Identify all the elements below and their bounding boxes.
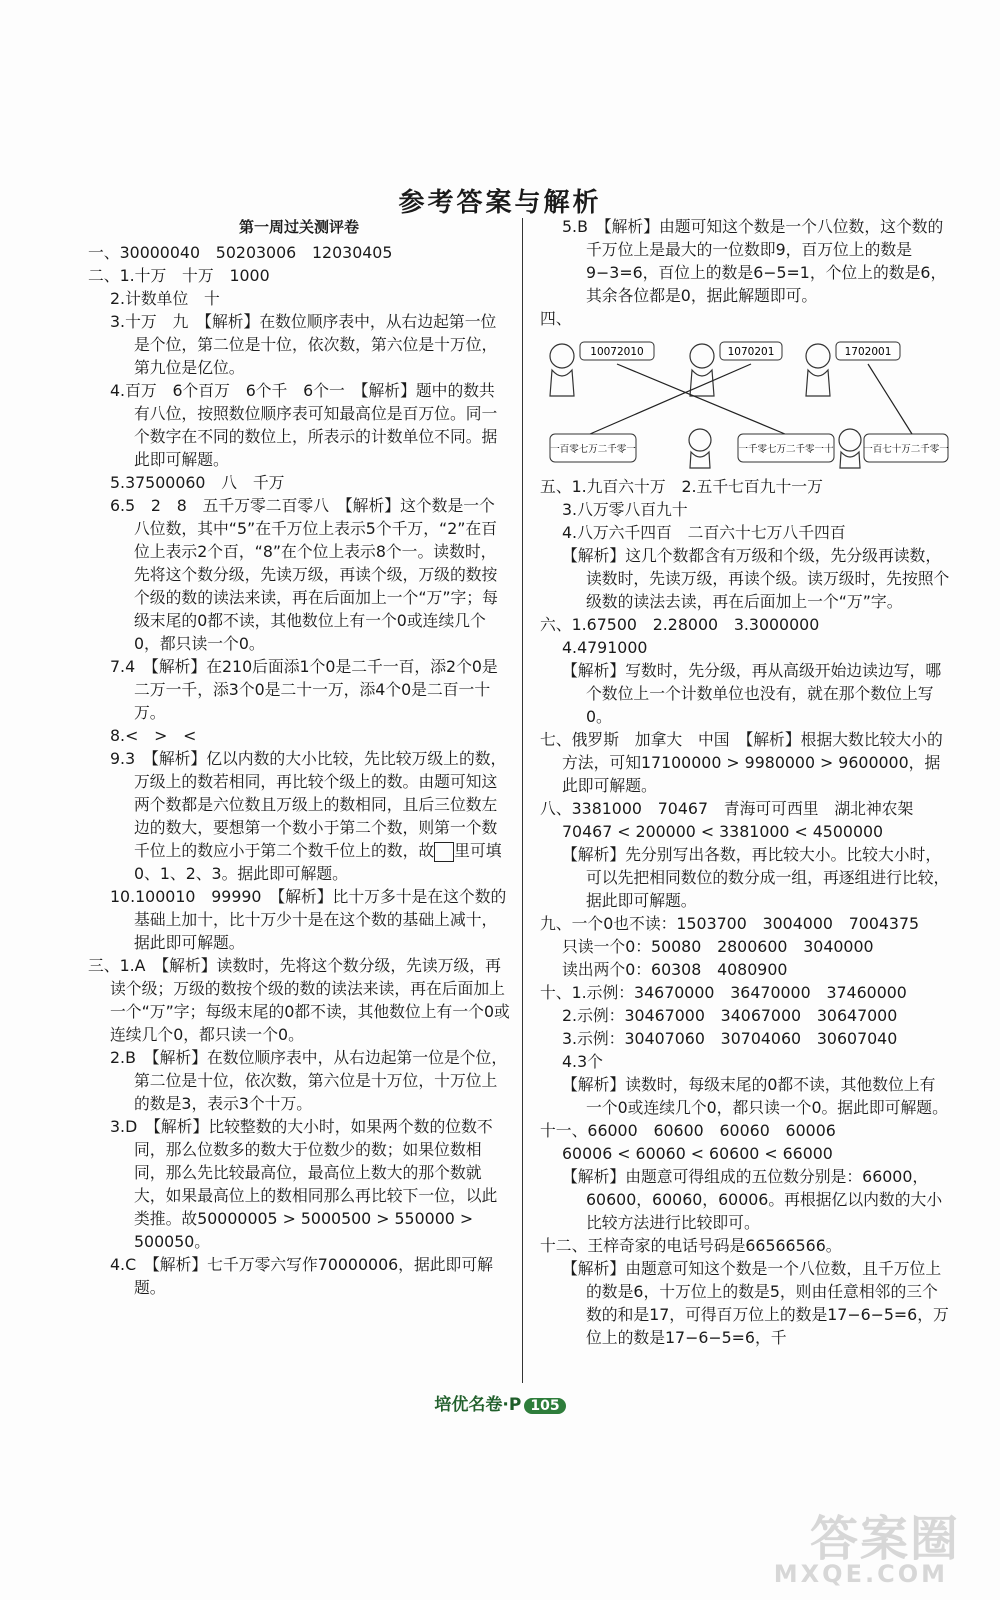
child-figure-icon <box>690 344 714 396</box>
answer-item: 四、 <box>540 309 572 328</box>
answer-text: 里可填0、1、2、3。据此即可解题。 <box>134 841 502 883</box>
match-line <box>590 364 751 434</box>
answer-item <box>88 747 510 885</box>
matching-diagram <box>540 334 950 469</box>
answer-item: 【解析】读数时，每级末尾的0都不读，其他数位上有一个0或连续几个0，都只读一个0。据此即可解题。 <box>562 1075 948 1117</box>
answer-item: 十一、66000 60600 60060 60006 <box>540 1121 836 1140</box>
bubble-label: 一百零七万二千零一 <box>550 444 636 455</box>
answer-item: 8.< > < <box>110 726 197 745</box>
answer-item: 3.十万 九 【解析】在数位顺序表中，从右边起第一位是个位，第二位是十位，依次数，第六位是十万位，第九位是亿位。 <box>110 312 498 377</box>
answer-item: 【解析】由题意可得组成的五位数分别是：66000，60600，60060，60006。再根据亿以内数的大小比较方法进行比较即可。 <box>562 1167 943 1232</box>
answer-text: 9.3 【解析】亿以内数的大小比较，先比较万级上的数，万级上的数若相同，再比较个级上的数。由题可知这两个数都是六位数且万级上的数相同，且后三位数左边的数大，要想第一个数小于第二个数，则第一个数千位上的数应 <box>110 749 507 860</box>
match-line <box>617 364 785 434</box>
answer-item: 九、一个0也不读：1503700 3004000 7004375 <box>540 914 920 933</box>
answer-item: 三、1.A 【解析】读数时，先将这个数分级，先读万级，再读个级；万级的数按个级的数的读法来读，再在后面加上一个“万”字；每级末尾的0都不读，其他数位上有一个0或连续几个0，都只读一个0。 <box>88 956 510 1044</box>
answer-item: 七、俄罗斯 加拿大 中国 【解析】根据大数比较大小的方法，可知17100000 > 9980000 > 9600000，据此即可解题。 <box>540 730 943 795</box>
answer-item: 读出两个0：60308 4080900 <box>562 960 788 979</box>
left-column <box>88 215 510 1299</box>
watermark-url: MXQE.COM <box>773 1560 948 1588</box>
answer-item: 3.D 【解析】比较整数的大小时，如果两个数的位数不同，那么位数多的数大于位数少的数；如果位数相同，那么先比较最高位，最高位上数大的那个数就大，如果最高位上的数相同那么再比较下一位，以此类推。故50000005 > 5000500 > 550000 > 500050。 <box>110 1117 498 1251</box>
answer-item: 二、1.十万 十万 1000 <box>88 266 270 285</box>
answer-item: 70467 < 200000 < 3381000 < 4500000 <box>562 822 884 841</box>
answer-item: 60006 < 60060 < 60600 < 66000 <box>562 1144 833 1163</box>
answer-item: 7.4 【解析】在210后面添1个0是二千一百，添2个0是二万一千，添3个0是二十一万，添4个0是二百一十万。 <box>110 657 498 722</box>
bubble-label: 1702001 <box>844 346 892 358</box>
answer-item: 五、1.九百六十万 2.五千七百九十一万 <box>540 477 823 496</box>
answer-item: 2.B 【解析】在数位顺序表中，从右边起第一位是个位，第二位是十位，依次数，第六位是十万位，十万位上的数是3，表示3个十万。 <box>110 1048 508 1113</box>
match-line <box>868 364 912 434</box>
blank-box <box>434 842 454 862</box>
child-figure-icon <box>839 429 861 468</box>
answer-text: 小于第二个数千位上的数，故 <box>228 841 435 860</box>
answer-item: 3.八万零八百九十 <box>562 500 688 519</box>
bubble-label: 一百七十万二千零一 <box>863 444 949 455</box>
child-figure-icon <box>806 344 830 396</box>
page-footer <box>0 1390 1000 1415</box>
matching-diagram-svg <box>540 334 950 469</box>
child-figure-icon <box>689 429 711 468</box>
answer-item: 4.3个 <box>562 1052 603 1071</box>
answer-item: 2.计数单位 十 <box>110 289 220 308</box>
bubble-label: 1070201 <box>727 346 775 358</box>
bubble-label: 一千零七万二千零一十 <box>738 444 834 455</box>
section-title: 第一周过关测评卷 <box>238 218 359 236</box>
answer-item: 4.C 【解析】七千万零六写作70000006，据此即可解题。 <box>110 1255 493 1297</box>
answer-item: 八、3381000 70467 青海可可西里 湖北神农架 <box>540 799 914 818</box>
answer-item: 4.百万 6个百万 6个千 6个一 【解析】题中的数共有八位，按照数位顺序表可知最高位是百万位。同一个数字在不同的数位上，所表示的计数单位不同。据此即可解题。 <box>110 381 498 469</box>
answer-item: 十、1.示例：34670000 36470000 37460000 <box>540 983 907 1002</box>
answer-item: 【解析】由题意可知这个数是一个八位数，且千万位上的数是6，十万位上的数是5，则由任意相邻的三个数的和是17，可得百万位上的数是17−6−5=6，万位上的数是17−6−5=6，千 <box>562 1259 949 1347</box>
answer-item: 【解析】写数时，先分级，再从高级开始边读边写，哪个数位上一个计数单位也没有，就在那个数位上写0。 <box>562 661 942 726</box>
column-divider <box>522 218 523 1383</box>
page-title: 参考答案与解析 <box>398 188 602 218</box>
answer-item: 5.37500060 八 千万 <box>110 473 285 492</box>
answer-item: 4.4791000 <box>562 638 648 657</box>
answer-item: 十二、王梓奇家的电话号码是66566566。 <box>540 1236 842 1255</box>
answer-item: 【解析】先分别写出各数，再比较大小。比较大小时，可以先把相同数位的数分成一组，再逐组进行比较，据此即可解题。 <box>562 845 950 910</box>
answer-item: 2.示例：30467000 34067000 30647000 <box>562 1006 898 1025</box>
answer-item: 【解析】这几个数都含有万级和个级，先分级再读数，读数时，先读万级，再读个级。读万级时，先按照个级数的读法去读，再在后面加上一个“万”字。 <box>562 546 950 611</box>
child-figure-icon <box>550 344 574 396</box>
bubble-label: 10072010 <box>590 346 644 358</box>
answer-item: 4.八万六千四百 二百六十七万八千四百 <box>562 523 846 542</box>
answer-item: 10.100010 99990 【解析】比十万多十是在这个数的基础上加十，比十万少十是在这个数的基础上减十，据此即可解题。 <box>110 887 507 952</box>
right-column <box>540 215 950 1349</box>
answer-item: 3.示例：30407060 30704060 30607040 <box>562 1029 898 1048</box>
watermark-logo: 答案圈 <box>809 1511 960 1567</box>
answer-item: 一、30000040 50203006 12030405 <box>88 243 393 262</box>
answer-item: 6.5 2 8 五千万零二百零八 【解析】这个数是一个八位数，其中“5”在千万位上表示5个千万，“2”在百位上表示2个百，“8”在个位上表示8个一。读数时，先将这个数分级，先读万级，再读个级，万级的数按个级的数的读法来读，再在后面加上一个“万”字；每级末尾的0都不读，其他数位上有一个0或连续几个0，都只读一个0。 <box>110 496 498 653</box>
brand-label: 培优名卷·P <box>434 1395 522 1415</box>
answer-item: 只读一个0：50080 2800600 3040000 <box>562 937 874 956</box>
page-number: 105 <box>524 1398 565 1414</box>
answer-item: 5.B 【解析】由题可知这个数是一个八位数，这个数的千万位上是最大的一位数即9，百万位上的数是9−3=6，百位上的数是6−5=1，个位上的数是6，其余各位都是0，据此解题即可。 <box>562 217 947 305</box>
answer-item: 六、1.67500 2.28000 3.3000000 <box>540 615 820 634</box>
